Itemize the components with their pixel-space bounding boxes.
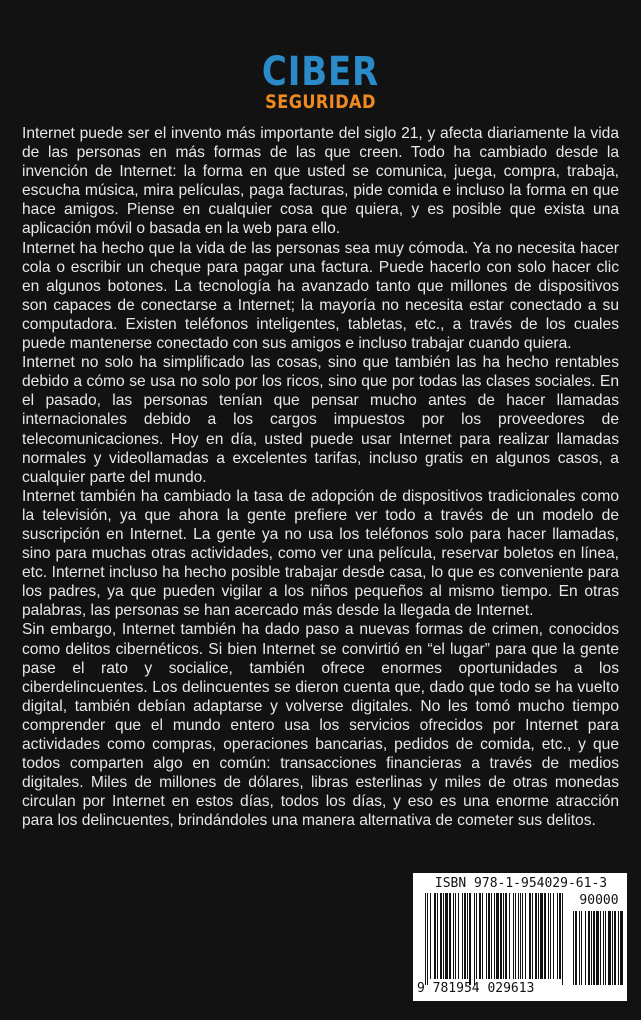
addon-bar [579, 911, 580, 985]
barcode-bar [540, 893, 543, 979]
barcode-bar [455, 893, 456, 979]
barcode-bar [430, 893, 431, 979]
addon-bar [591, 911, 592, 985]
barcode-bar [469, 893, 471, 985]
addon-bar [614, 911, 616, 985]
barcode-bar [479, 893, 481, 979]
paragraph-5: Sin embargo, Internet también ha dado paso a nuevas formas de crimen, conocidos como delitos cibernéticos. Si bien Internet se convirtió en “el lugar” para que la gente pase el rato y socialice, también ofrece enormes oportunidades a los ciberdelincuentes. Los delincuentes se dieron cuenta que, dado que todo se ha vuelto digital, también debían adaptarse y volverse digitales. No les tomó mucho tiempo comprender que el mundo entero usa los servicios ofrecidos por Internet para actividades como compras, operaciones bancarias, pedidos de comida, etc., y que todos comparten algo en común: transacciones financieras a través de medios digitales. Miles de millones de dólares, libras esterlinas y miles de otras monedas circulan por Internet en estos días, todos los días, y eso es una enorme atracción para los delincuentes, brindándoles una manera alternativa de cometer sus delitos. [22, 621, 619, 830]
barcode-bar [440, 893, 442, 979]
addon-bar [573, 911, 574, 985]
barcode-bar [434, 893, 436, 979]
barcode-bar [529, 893, 531, 979]
paragraph-1: Internet puede ser el invento más importante del siglo 21, y afecta diariamente la vida de las personas en más formas de las que creen. Todo ha cambiado desde la invención de Internet: la forma en que usted se comunica, juega, compra, trabaja, escucha música, mira películas, paga facturas, pide comida e incluso la forma en que hace amigos. Piense en cualquier cosa que quiera, y es posible que exista una aplicación móvil o basada en la web para ello. [22, 125, 619, 238]
addon-bar [618, 911, 619, 985]
barcode-bar [522, 893, 523, 979]
barcode-bar [535, 893, 537, 979]
barcode-bar [496, 893, 499, 979]
addon-bar [603, 911, 604, 985]
barcode-bar [427, 893, 428, 985]
addon-bar [605, 911, 606, 985]
barcode-bar [544, 893, 546, 979]
barcode-bar [520, 893, 521, 979]
barcode-bar [532, 893, 533, 979]
book-title: CIBER [261, 49, 380, 95]
barcode-bar [437, 893, 438, 979]
barcode-box [413, 873, 627, 1001]
barcode-bar [464, 893, 466, 979]
addon-bar [585, 911, 586, 985]
barcode-bar [425, 893, 426, 985]
barcode-bar [505, 893, 507, 979]
barcode-bar [500, 893, 502, 979]
ean-digits: 9 781954 029613 [417, 981, 535, 996]
barcode-bar [559, 893, 561, 979]
book-subtitle: SEGURIDAD [265, 91, 376, 113]
barcode-bar [476, 893, 477, 979]
addon-bar [596, 911, 599, 985]
barcode-bar [474, 893, 475, 985]
barcode-bar [518, 893, 519, 979]
barcode-bar [550, 893, 551, 979]
barcode-bar [486, 893, 487, 979]
barcode-bar [503, 893, 504, 979]
addon-bar [575, 911, 577, 985]
addon-bar [593, 911, 595, 985]
barcode-bar [467, 893, 468, 979]
isbn-label: ISBN 978-1-954029-61-3 [434, 876, 608, 891]
barcode-bar [553, 893, 554, 979]
addon-bar [588, 911, 590, 985]
paragraph-3: Internet no solo ha simplificado las cosas, sino que también las ha hecho rentables debido a cómo se usa no solo por los ricos, sino que por todas las clases sociales. En el pasado, las personas tenían que pensar mucho antes de hacer llamadas internacionales debido a los cargos impuestos por los proveedores de telecomunicaciones. Hoy en día, usted puede usar Internet para realizar llamadas normales y videollamadas a excelentes tarifas, incluso gratis en algunos casos, a cualquier parte del mundo. [22, 354, 619, 486]
addon-bar [608, 911, 611, 985]
barcode-bar [548, 893, 549, 979]
barcode-bar [482, 893, 483, 979]
paragraph-2: Internet ha hecho que la vida de las personas sea muy cómoda. Ya no necesita hacer cola o escribir un cheque para pagar una factura. Puede hacerlo con solo hacer clic en algunos botones. La tecnología ha avanzado tanto que millones de dispositivos son capaces de conectarse a Internet; la mayoría no necesita estar conectado a su computadora. Existen teléfonos inteligentes, tabletas, etc., a través de los cuales puede mantenerse conectado con sus amigos e incluso trabajar cuando quiera. [22, 239, 619, 353]
cover-title-block [0, 50, 641, 113]
addon-digits: 90000 [579, 893, 619, 908]
barcode-bar [488, 893, 490, 979]
barcode-bar [515, 893, 516, 979]
barcode-bar [443, 893, 444, 979]
barcode-bar [491, 893, 492, 979]
barcode-bar [557, 893, 558, 979]
barcode-bar [458, 893, 459, 979]
barcode-bar [494, 893, 495, 979]
addon-bar [612, 911, 613, 985]
barcode-bar [462, 893, 463, 979]
paragraph-4: Internet también ha cambiado la tasa de adopción de dispositivos tradicionales como la televisión, ya que ahora la gente prefiere ver todo a través de un modelo de suscripción en Internet. La gente ya no usa los teléfonos solo para hacer llamadas, sino para muchas otras actividades, como ver una película, reservar boletos en línea, etc. Internet incluso ha hecho posible trabajar desde casa, lo que es conveniente para los padres, ya que pueden vigilar a los niños pequeños al mismo tiempo. En otras palabras, las personas se han acercado más desde la llegada de Internet. [22, 487, 619, 620]
barcode-bar [509, 893, 510, 979]
barcode-bar [453, 893, 454, 979]
addon-bar [620, 911, 623, 985]
barcode-bar [525, 893, 526, 979]
barcode-bar [538, 893, 539, 979]
barcode-bar [562, 893, 563, 985]
back-cover-text [22, 124, 619, 830]
barcode-bar [449, 893, 451, 979]
addon-bar [581, 911, 582, 985]
barcode-bar [513, 893, 514, 979]
addon-bar [600, 911, 601, 985]
barcode-bar [445, 893, 448, 979]
